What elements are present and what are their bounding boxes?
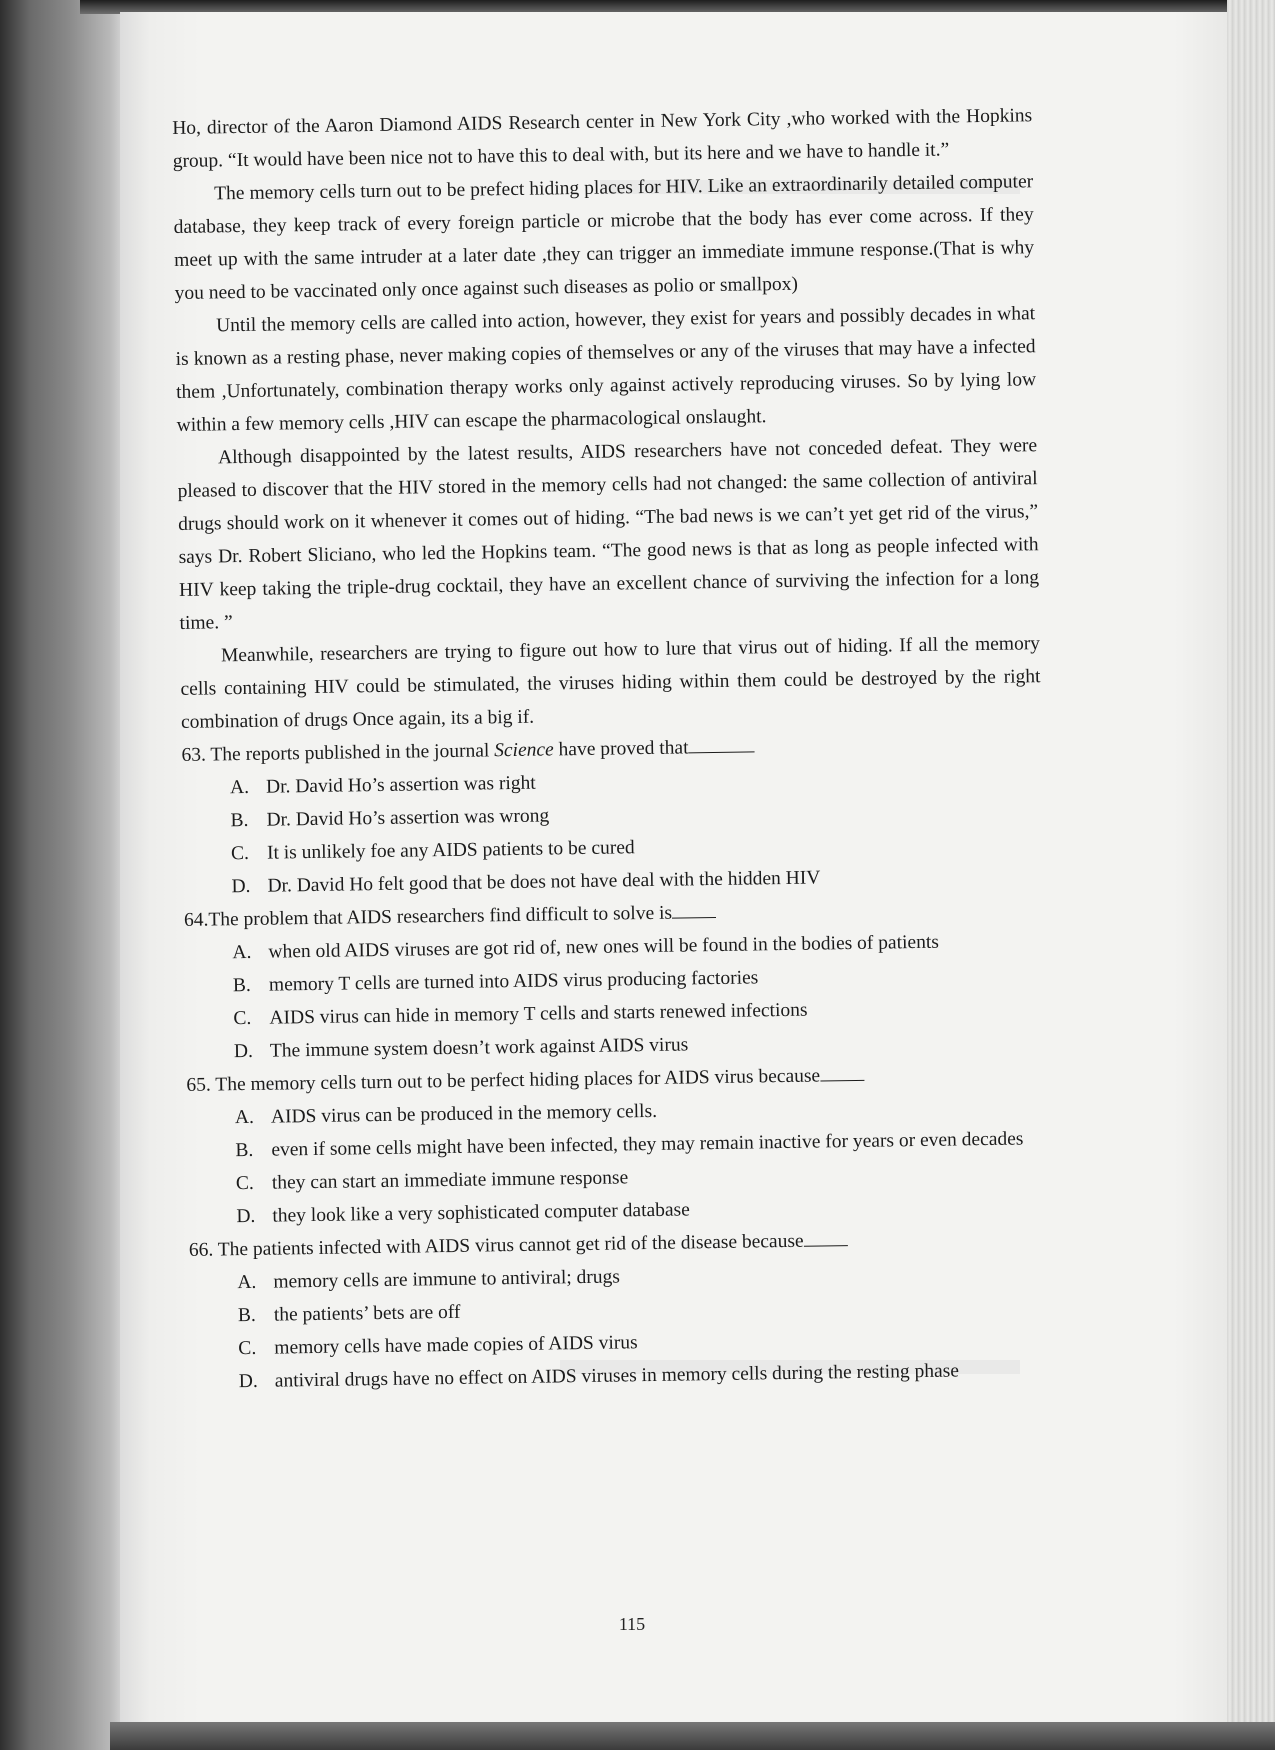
option-text: It is unlikely foe any AIDS patients to be cured bbox=[266, 837, 635, 864]
option-letter: C. bbox=[233, 1007, 252, 1030]
passage-paragraph: Although disappointed by the latest results, AIDS researchers have not conceded defeat. They were pleased to discover that the HIV stored in the memory cells had not changed: the same collection of antiviral drugs should work on it whenever it comes out of hiding. “The bad news is we can’t yet get rid of the virus,” says Dr. Robert Sliciano, who led the Hopkins team. “The good news is that as long as people infected with HIV keep taking the triple-drug cocktail, they have an excellent chance of surviving the infection for a long time. ” bbox=[177, 435, 1040, 634]
question-stem: 64.The problem that AIDS researchers find difficult to solve is bbox=[183, 902, 673, 931]
option-letter: B. bbox=[237, 1304, 256, 1327]
answer-blank bbox=[820, 1079, 864, 1082]
option-text: when old AIDS viruses are got rid of, new ones will be found in the bodies of patients bbox=[268, 931, 940, 963]
option-letter: C. bbox=[235, 1172, 254, 1195]
option-letter: D. bbox=[236, 1205, 256, 1228]
option-text: memory cells are immune to antiviral; drugs bbox=[273, 1266, 621, 1293]
option-letter: A. bbox=[234, 1106, 255, 1129]
option-text: even if some cells might have been infected, they may remain inactive for years or even decades bbox=[271, 1128, 1024, 1161]
page-content bbox=[172, 99, 1051, 1399]
option-letter: C. bbox=[230, 842, 250, 865]
option-text: AIDS virus can hide in memory T cells and starts renewed infections bbox=[269, 999, 808, 1029]
option-letter: D. bbox=[231, 875, 251, 898]
option-text: AIDS virus can be produced in the memory cells. bbox=[270, 1100, 658, 1128]
answer-blank bbox=[672, 916, 716, 919]
book-bottom-edge bbox=[110, 1722, 1275, 1750]
option-letter: C. bbox=[238, 1337, 257, 1360]
question-stem: 66. The patients infected with AIDS virus cannot get rid of the disease because bbox=[188, 1230, 804, 1261]
option-text: antiviral drugs have no effect on AIDS viruses in memory cells during the resting phase bbox=[274, 1360, 960, 1392]
option-letter: B. bbox=[235, 1139, 254, 1162]
option-text: Dr. David Ho felt good that be does not have deal with the hidden HIV bbox=[267, 867, 821, 897]
option-letter: D. bbox=[238, 1370, 258, 1393]
option-text: memory cells have made copies of AIDS virus bbox=[274, 1332, 638, 1359]
question-stem: 63. The reports published in the journal bbox=[181, 740, 495, 766]
question-stem-end: have proved that bbox=[553, 737, 689, 761]
option-text: they can start an immediate immune response bbox=[271, 1167, 629, 1194]
option-text: they look like a very sophisticated computer database bbox=[272, 1199, 691, 1227]
journal-name: Science bbox=[494, 739, 554, 762]
passage-paragraph: Ho, director of the Aaron Diamond AIDS Research center in New York City ,who worked with the Hopkins group. “It would have been nice not to have this to deal with, but its here and we have to handle it.” bbox=[172, 105, 1033, 172]
option-letter: A. bbox=[232, 941, 252, 964]
page-number: 115 bbox=[618, 1614, 646, 1634]
option-text: Dr. David Ho’s assertion was right bbox=[265, 772, 536, 798]
passage-paragraph: Until the memory cells are called into action, however, they exist for years and possibly decades in what is known as a resting phase, never making copies of themselves or any of the viruses that may have a infected them ,Unfortunately, combination therapy works only against actively reproducing viruses. So by lying low within a few memory cells ,HIV can escape the pharmacological onslaught. bbox=[175, 303, 1037, 436]
option-text: Dr. David Ho’s assertion was wrong bbox=[266, 805, 550, 831]
option-text: the patients’ bets are off bbox=[273, 1301, 461, 1326]
passage-paragraph: Meanwhile, researchers are trying to figure out how to lure that virus out of hiding. If all the memory cells containing HIV could be stimulated, the viruses hiding within them could be destroyed by the right combination of drugs Once again, its a big if. bbox=[180, 633, 1041, 733]
option-text: memory T cells are turned into AIDS virus producing factories bbox=[268, 967, 759, 996]
option-letter: B. bbox=[230, 809, 249, 832]
answer-blank bbox=[689, 750, 755, 753]
book-page-edges bbox=[1227, 0, 1275, 1750]
option-letter: D. bbox=[233, 1040, 254, 1063]
option-letter: B. bbox=[232, 974, 252, 997]
question-stem: 65. The memory cells turn out to be perfect hiding places for AIDS virus because bbox=[186, 1065, 821, 1096]
option-text: The immune system doesn’t work against AIDS virus bbox=[269, 1034, 689, 1062]
passage-paragraph: The memory cells turn out to be prefect hiding places for HIV. Like an extraordinarily detailed computer database, they keep track of every foreign particle or microbe that the body has ever come across. If they meet up with the same intruder at a later date ,they can trigger an immediate immune response.(That is why you need to be vaccinated only once against such diseases as polio or smallpox) bbox=[173, 171, 1035, 304]
option-letter: A. bbox=[237, 1271, 257, 1294]
answer-blank bbox=[804, 1244, 848, 1247]
option-letter: A. bbox=[229, 776, 250, 799]
